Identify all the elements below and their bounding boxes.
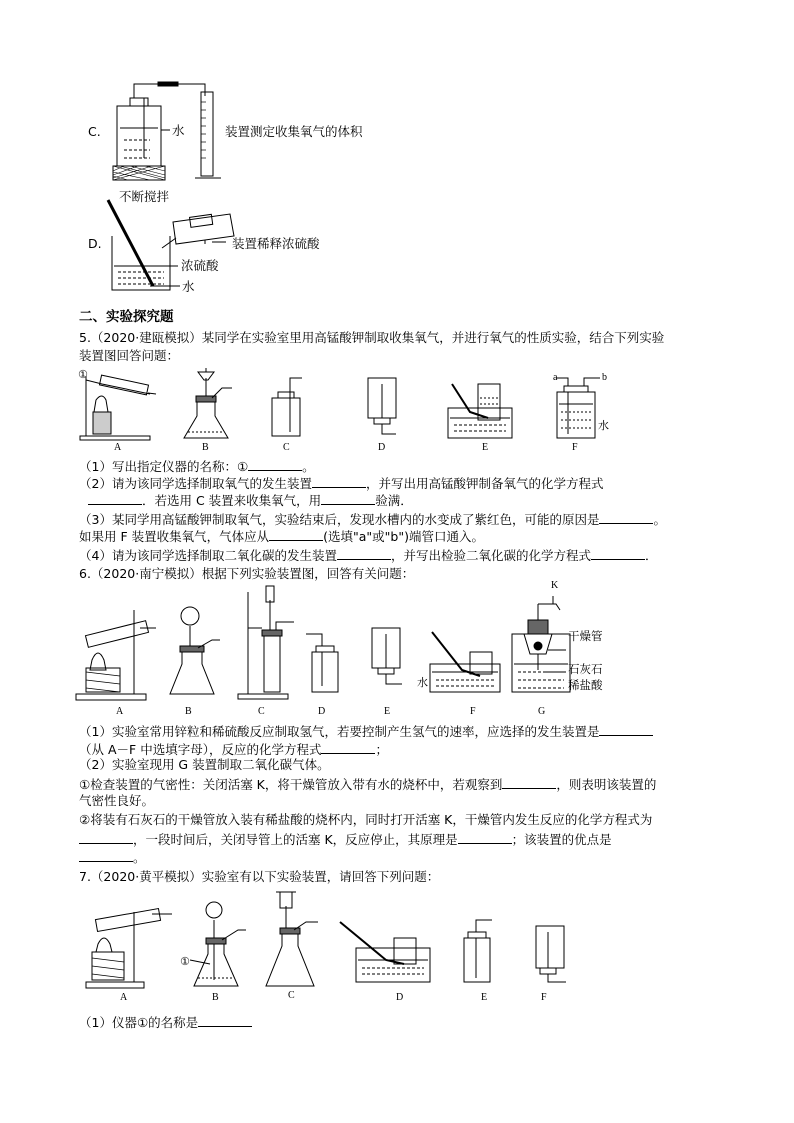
q5-part4-text-b: ，并写出检验二氧化碳的化学方程式	[390, 548, 591, 563]
q7-part1-text: （1）仪器①的名称是	[79, 1015, 199, 1030]
q6-limestone-label: 石灰石	[568, 662, 603, 676]
q5-part1-end: 。	[302, 459, 315, 474]
q6-water-label: 水	[417, 676, 428, 689]
option-d-acid-label: 浓硫酸	[181, 258, 219, 273]
q5-stem-line1: 5.（2020·建瓯模拟）某同学在实验室里用高锰酸钾制取收集氧气，并进行氧气的性质实验，结合下列实验	[79, 330, 665, 345]
q6-step1-line2: 气密性良好。	[79, 793, 155, 808]
q5-part3-text-a: （3）某同学用高锰酸钾制取氧气，实验结束后，发现水槽内的水变成了紫红色，可能的原因是	[79, 512, 600, 527]
q5-label-a: A	[114, 442, 122, 453]
q6-acid-label: 稀盐酸	[568, 678, 603, 692]
q7-label-f: F	[541, 992, 547, 1003]
option-c-water-label: 水	[172, 123, 185, 138]
q6-part1-end: ；	[375, 742, 388, 757]
option-d-label: D.	[88, 236, 102, 251]
section-title: 二、实验探究题	[79, 309, 174, 325]
q7-stem: 7.（2020·黄平模拟）实验室有以下实验装置，请回答下列问题：	[79, 869, 440, 884]
q7-label-a: A	[120, 992, 128, 1003]
option-d-stir-label: 不断搅拌	[119, 189, 170, 204]
q6-drytube-label: 干燥管	[568, 629, 603, 643]
q6-step1-text-a: ①检查装置的气密性：关闭活塞 K，将干燥管放入带有水的烧杯中，若观察到	[79, 777, 503, 792]
q5-water-label: 水	[598, 419, 609, 432]
q7-label-d: D	[396, 992, 404, 1003]
q6-part1-text-a: （1）实验室常用锌粒和稀硫酸反应制取氢气，若要控制产生氢气的速率，应选择的发生装置是	[79, 724, 600, 739]
q6-step2-end: 。	[133, 850, 146, 865]
q6-label-g: G	[538, 706, 546, 717]
q6-label-b: B	[185, 706, 192, 717]
q5-stem-line2: 装置图回答问题：	[79, 348, 180, 363]
q6-label-d: D	[318, 706, 326, 717]
q5-label-c: C	[283, 442, 290, 453]
q7-part1	[79, 1013, 252, 1031]
option-c-label: C.	[88, 124, 101, 139]
q5-part2-text-a: （2）请为该同学选择制取氧气的发生装置	[79, 476, 312, 491]
q6-valve-k-label: K	[551, 580, 559, 591]
q5-label-b: B	[202, 442, 209, 453]
q5-port-a-label: a	[553, 372, 558, 383]
q5-part1-text: （1）写出指定仪器的名称：①	[79, 459, 249, 474]
q6-step2-text-b: ，一段时间后，关闭导管上的活塞 K，反应停止，其原理是	[133, 832, 458, 847]
option-c-description: 装置测定收集氧气的体积	[225, 124, 363, 139]
q6-part1-text-b: （从 A－F 中选填字母），反应的化学方程式	[79, 742, 322, 757]
q5-part3-end: 。	[653, 512, 666, 527]
q6-label-f: F	[470, 706, 476, 717]
q5-instrument-marker: ①	[78, 368, 88, 381]
q5-label-e: E	[482, 442, 489, 453]
q5-part2-text-d: 验满．	[375, 493, 413, 508]
q5-part4-text-a: （4）请为该同学选择制取二氧化碳的发生装置	[79, 548, 337, 563]
q5-label-f: F	[572, 442, 578, 453]
option-d-water-label: 水	[182, 279, 195, 294]
q7-label-c: C	[288, 990, 295, 1001]
q5-part3-text-b: 如果用 F 装置收集氧气，气体应从	[79, 529, 270, 544]
q7-label-e: E	[481, 992, 488, 1003]
q6-label-e: E	[384, 706, 391, 717]
q5-part3-text-c: (选填"a"或"b")端管口通入。	[323, 529, 484, 544]
option-d-description: 装置稀释浓硫酸	[232, 236, 320, 251]
q7-part1-blank[interactable]	[198, 1013, 252, 1027]
q6-step2-line1: ②将装有石灰石的干燥管放入装有稀盐酸的烧杯内，同时打开活塞 K，干燥管内发生反应的化学方程式为	[79, 812, 653, 827]
q6-step1-text-b: ，则表明该装置的	[556, 777, 657, 792]
q7-instrument-marker: ①	[180, 955, 190, 968]
q5-part2-text-b: ，并写出用高锰酸钾制备氧气的化学方程式	[365, 476, 604, 491]
q6-step2-text-c: ；该装置的优点是	[511, 832, 612, 847]
q5-port-b-label: b	[602, 372, 607, 383]
q6-part2: （2）实验室现用 G 装置制取二氧化碳气体。	[79, 757, 330, 772]
q7-label-b: B	[212, 992, 219, 1003]
q6-stem: 6.（2020·南宁模拟）根据下列实验装置图，回答有关问题：	[79, 566, 415, 581]
q6-label-a: A	[116, 706, 124, 717]
q6-label-c: C	[258, 706, 265, 717]
q5-label-d: D	[378, 442, 386, 453]
q5-part4-end: ．	[644, 548, 658, 563]
q5-part2-text-c: ．若选用 C 装置来收集氧气，用	[142, 493, 322, 508]
